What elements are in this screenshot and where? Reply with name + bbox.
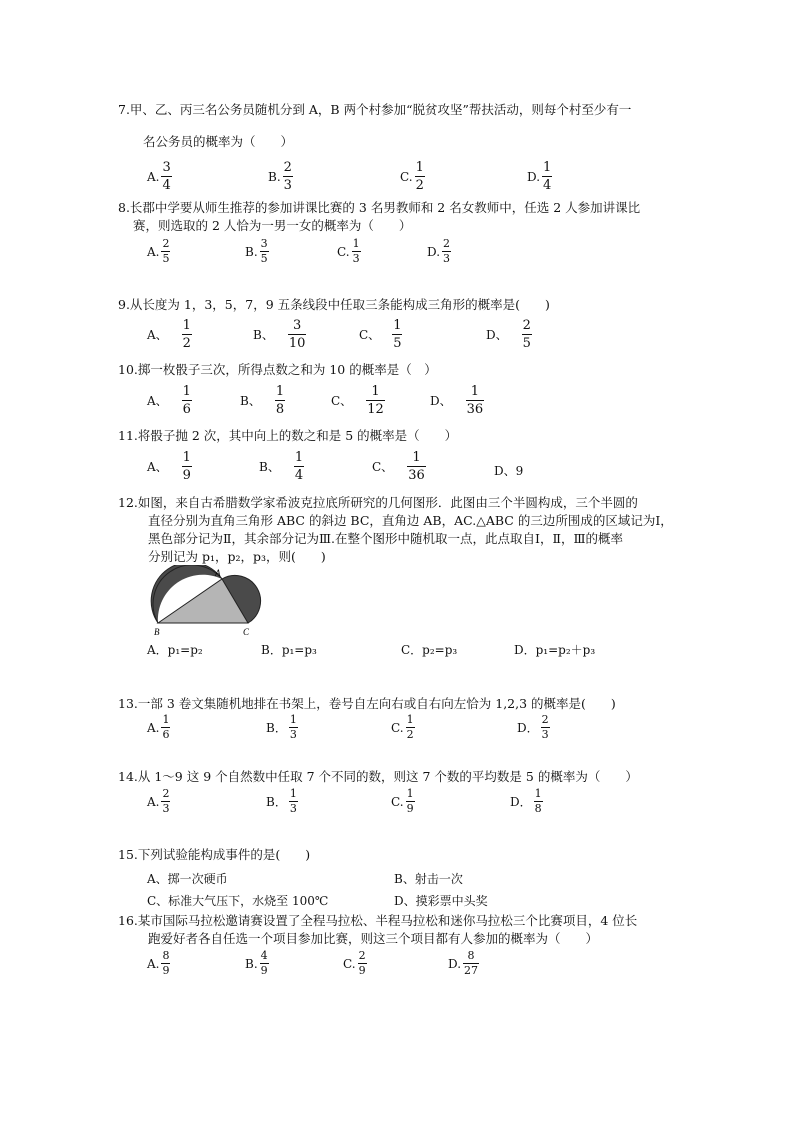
fraction [392,318,402,351]
q10-option-c[interactable] [331,384,385,417]
fraction [161,788,170,815]
option-label: D. [427,244,441,259]
fraction [260,238,269,265]
option-label: B. [245,956,258,971]
label-a: A [215,568,221,578]
option-label: C. [343,956,356,971]
option-label: B、 [259,460,280,474]
option-text: C、标准大气压下，水烧至 100℃ [147,894,329,908]
option-text: A、掷一次硬币 [147,872,228,886]
option-text: D．p₁=p₂＋p₃ [514,643,596,657]
numerator: 2 [283,160,292,175]
denominator: 36 [466,402,484,417]
q13-option-a[interactable] [147,714,170,741]
q8-option-b[interactable] [245,238,269,265]
denominator: 2 [182,336,191,351]
option-label: D． [510,795,532,809]
denominator: 9 [162,964,170,977]
denominator: 2 [415,178,424,193]
option-text: B．p₁=p₃ [261,643,317,657]
q12-option-d[interactable] [514,641,595,658]
fraction [161,160,171,193]
denominator: 6 [182,402,191,417]
question-15-text-line1: 15.下列试验能构成事件的是( ) [118,847,311,862]
fraction [161,950,170,977]
question-14-text-line1: 14.从 1～9 这 9 个自然数中任取 7 个不同的数，则这 7 个数的平均数是 5 的概率为（ ） [118,769,638,784]
numerator: 1 [393,318,402,333]
fraction [275,384,285,417]
q9-option-c[interactable] [359,318,402,351]
numerator: 1 [294,450,304,465]
option-label: B. [268,169,281,184]
question-12-text-line3: 黑色部分记为Ⅱ，其余部分记为Ⅲ.在整个图形中随机取一点，此点取自Ⅰ，Ⅱ，Ⅲ的概率 [148,531,624,546]
fraction [534,788,543,815]
numerator: 1 [406,787,414,800]
question-16-text-line1: 16.某市国际马拉松邀请赛设置了全程马拉松、半程马拉松和迷你马拉松三个比赛项目，4 位长 [118,913,638,928]
q7-option-c[interactable] [400,160,425,193]
q15-option-c[interactable] [147,892,328,909]
option-text: C．p₂=p₃ [401,643,458,657]
fraction [283,160,293,193]
option-label: D. [527,169,541,184]
numerator: 1 [534,787,542,800]
q10-option-a[interactable] [147,384,192,417]
q16-option-b[interactable] [245,950,269,977]
denominator: 4 [162,178,171,193]
fraction [415,160,425,193]
numerator: 2 [541,713,549,726]
question-12-text-line2: 直径分别为直角三角形 ABC 的斜边 BC，直角边 AB，AC.△ABC 的三边所围成的区域记为Ⅰ， [148,513,673,528]
numerator: 8 [162,949,170,962]
option-text: B、射击一次 [394,872,463,886]
denominator: 3 [283,178,292,193]
q14-option-d[interactable] [510,788,543,815]
denominator: 5 [522,336,531,351]
numerator: 1 [289,787,297,800]
fraction [289,788,298,815]
numerator: 1 [182,384,191,399]
numerator: 2 [443,237,451,250]
denominator: 4 [294,468,304,483]
q8-option-c[interactable] [337,238,361,265]
denominator: 3 [352,252,360,265]
fraction [352,238,361,265]
q11-option-c[interactable] [372,450,426,483]
numerator: 3 [292,318,302,333]
numerator: 1 [289,713,297,726]
denominator: 3 [162,802,170,815]
denominator: 6 [162,728,170,741]
label-c: C [243,627,250,637]
numerator: 2 [162,787,170,800]
fraction [541,714,550,741]
question-8-text-line1: 8.长郡中学要从师生推荐的参加讲课比赛的 3 名男教师和 2 名女教师中，任选 2 人参加讲课比 [118,200,641,215]
fraction [182,450,192,483]
fraction [407,450,426,483]
option-label: A、 [147,328,168,342]
question-13-text-line1: 13.一部 3 卷文集随机地排在书架上，卷号自左向右或自右向左恰为 1,2,3 的概率是( ) [118,696,616,711]
option-text: D、摸彩票中头奖 [394,894,488,908]
fraction [466,384,485,417]
q9-option-a[interactable] [147,318,192,351]
option-label: D． [517,721,539,735]
question-16-text-line2: 跑爱好者各自任选一个项目参加比赛，则这三个项目都有人参加的概率为（ ） [148,931,599,946]
option-label: D、9 [494,464,524,478]
option-label: B、 [253,328,274,342]
q13-option-d[interactable] [517,714,550,741]
denominator: 8 [534,802,542,815]
numerator: 1 [182,450,191,465]
option-label: C. [391,794,404,809]
question-7-text-line1: 7.甲、乙、丙三名公务员随机分到 A，B 两个村参加“脱贫攻坚”帮扶活动，则每个村至少有一 [118,102,632,117]
question-7-text-line2: 名公务员的概率为（ ） [143,134,294,149]
option-label: C. [400,169,413,184]
numerator: 1 [406,713,414,726]
label-b: B [154,627,160,637]
option-label: B、 [240,394,261,408]
q10-option-b[interactable] [240,384,285,417]
q13-option-b[interactable] [266,714,298,741]
denominator: 9 [406,802,414,815]
option-label: C. [337,244,350,259]
q9-option-d[interactable] [486,318,532,351]
q9-option-b[interactable] [253,318,306,351]
fraction [542,160,552,193]
denominator: 5 [162,252,170,265]
q15-option-a[interactable] [147,870,228,887]
denominator: 2 [406,728,414,741]
numerator: 1 [182,318,191,333]
q8-option-a[interactable] [147,238,170,265]
q15-option-d[interactable] [394,892,488,909]
denominator: 8 [275,402,285,417]
option-label: A. [147,244,160,259]
numerator: 1 [162,713,170,726]
option-label: C、 [372,460,394,474]
numerator: 3 [260,237,268,250]
option-label: A、 [147,394,168,408]
question-12-text-line1: 12.如图，来自古希腊数学家希波克拉底所研究的几何图形．此图由三个半圆构成，三个半圆的 [118,495,638,510]
fraction [182,318,192,351]
q14-option-a[interactable] [147,788,170,815]
q16-option-a[interactable] [147,950,170,977]
option-label: B. [245,244,258,259]
q14-option-b[interactable] [266,788,298,815]
option-label: D、 [486,328,508,342]
denominator: 5 [260,252,268,265]
fraction [366,384,385,417]
option-label: D. [448,956,462,971]
numerator: 2 [162,237,170,250]
numerator: 1 [412,450,421,465]
question-8-text-line2: 赛，则选取的 2 人恰为一男一女的概率为（ ） [133,218,412,233]
fraction [294,450,304,483]
fraction [289,714,298,741]
question-10-text-line1: 10.掷一枚骰子三次，所得点数之和为 10 的概率是（ ） [118,362,437,377]
fraction [182,384,192,417]
q14-option-c[interactable] [391,788,415,815]
numerator: 4 [260,949,268,962]
denominator: 3 [289,802,297,815]
fraction [161,714,170,741]
q11-option-d[interactable] [494,462,523,479]
q7-option-d[interactable] [527,160,552,193]
question-12-text-line4: 分别记为 p₁，p₂，p₃，则( ) [148,549,326,564]
numerator: 3 [162,160,171,175]
q15-option-b[interactable] [394,870,463,887]
fraction [406,714,415,741]
numerator: 1 [543,160,552,175]
fraction [161,238,170,265]
fraction [442,238,451,265]
option-label: C. [391,720,404,735]
denominator: 9 [358,964,366,977]
q16-option-d[interactable] [448,950,479,977]
numerator: 2 [522,318,531,333]
option-label: C、 [359,328,381,342]
denominator: 3 [443,252,451,265]
question-9-text-line1: 9.从长度为 1，3，5，7，9 五条线段中任取三条能构成三角形的概率是( ) [118,297,550,312]
fraction [463,950,479,977]
option-text: A．p₁=p₂ [147,643,203,657]
denominator: 9 [182,468,191,483]
q11-option-b[interactable] [259,450,304,483]
q10-option-d[interactable] [430,384,484,417]
denominator: 12 [367,402,384,417]
denominator: 3 [289,728,297,741]
denominator: 9 [260,964,268,977]
question-11-text-line1: 11.将骰子抛 2 次，其中向上的数之和是 5 的概率是（ ） [118,428,458,443]
numerator: 1 [470,384,480,399]
option-label: A. [147,720,160,735]
denominator: 36 [408,468,425,483]
fraction [260,950,269,977]
q13-option-c[interactable] [391,714,415,741]
q12-option-a[interactable] [147,641,203,658]
numerator: 1 [371,384,380,399]
q12-option-c[interactable] [401,641,457,658]
option-label: A. [147,956,160,971]
hippocrates-lune-figure [150,565,262,637]
option-label: C、 [331,394,353,408]
denominator: 3 [541,728,549,741]
option-label: B． [266,795,287,809]
q7-option-a[interactable] [147,160,172,193]
option-label: A. [147,794,160,809]
numerator: 8 [467,949,475,962]
numerator: 1 [275,384,285,399]
q8-option-d[interactable] [427,238,451,265]
q12-option-b[interactable] [261,641,317,658]
option-label: A. [147,169,160,184]
option-label: A、 [147,460,168,474]
numerator: 2 [358,949,366,962]
fraction [406,788,415,815]
fraction [522,318,532,351]
numerator: 1 [352,237,360,250]
denominator: 27 [464,964,479,977]
denominator: 4 [543,178,552,193]
denominator: 10 [288,336,306,351]
q16-option-c[interactable] [343,950,367,977]
fraction [358,950,367,977]
fraction [288,318,307,351]
option-label: D、 [430,394,452,408]
q7-option-b[interactable] [268,160,293,193]
q11-option-a[interactable] [147,450,192,483]
numerator: 1 [415,160,424,175]
denominator: 5 [393,336,402,351]
option-label: B． [266,721,287,735]
